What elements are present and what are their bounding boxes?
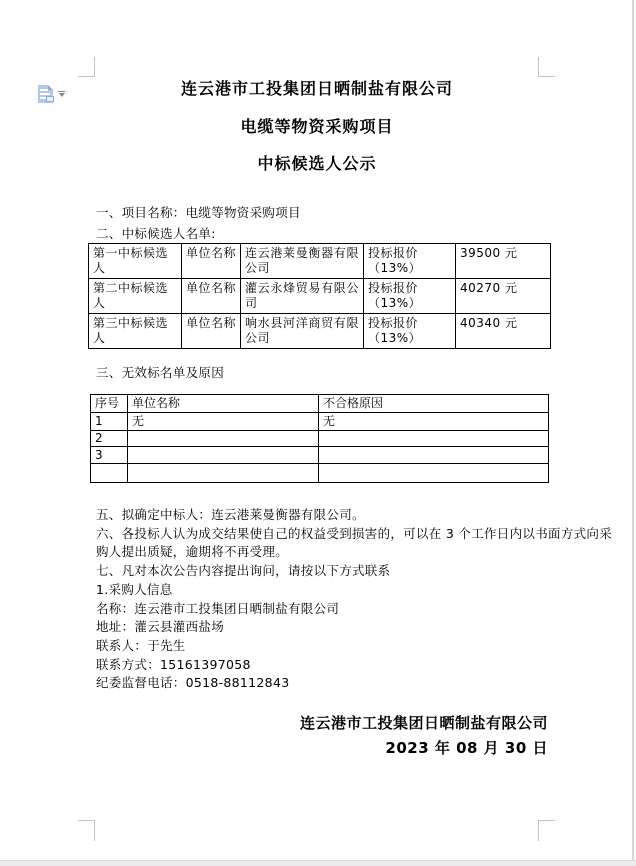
purchaser-phone: 联系方式：15161397058 [96,656,251,672]
margin-mark-top-right [538,57,555,77]
price-label: 投标报价（13%） [364,314,456,349]
doc-title-project: 电缆等物资采购项目 [240,117,394,136]
column-header: 单位名称 [128,395,319,413]
signature-date: 2023 年 08 月 30 日 [385,738,548,757]
invalid-bids-table [90,394,549,483]
reason-cell [319,431,549,447]
candidate-rank: 第三中标候选人 [89,314,182,349]
reason-cell: 无 [319,413,549,431]
unit-label: 单位名称 [182,314,241,349]
table-row [91,413,549,431]
unit-label: 单位名称 [182,244,241,279]
purchaser-supervision-phone: 纪委监督电话：0518-88112843 [96,675,290,691]
candidate-rank: 第一中标候选人 [89,244,182,279]
unit-name-cell [128,464,319,483]
row-index [91,464,128,483]
table-row [89,314,551,349]
price-value: 39500 元 [456,244,551,279]
table-row [89,279,551,314]
paste-options-icon [38,85,53,103]
purchaser-intro: 1.采购人信息 [96,581,173,597]
unit-name-cell: 无 [128,413,319,431]
row-index: 2 [91,431,128,447]
section-invalid-bids: 三、无效标名单及原因 [96,365,225,380]
table-header-row [91,395,549,413]
doc-title-announcement: 中标候选人公示 [257,154,377,173]
column-header: 不合格原因 [319,395,549,413]
candidate-rank: 第二中标候选人 [89,279,182,314]
row-index: 3 [91,447,128,464]
table-row [91,447,549,464]
unit-label: 单位名称 [182,279,241,314]
reason-cell [319,464,549,483]
price-value: 40270 元 [456,279,551,314]
purchaser-name: 名称：连云港市工投集团日晒制盐有限公司 [96,600,340,616]
section-winner: 五、拟确定中标人：连云港莱曼衡器有限公司。 [96,507,365,522]
unit-name-cell [128,447,319,464]
purchaser-address: 地址：灌云县灌西盐场 [96,619,225,635]
price-value: 40340 元 [456,314,551,349]
paste-options-button[interactable] [38,83,70,105]
window-bottom-strip [0,860,636,866]
section-objection-line1: 六、各投标人认为成交结果使自己的权益受到损害的，可以在 3 个工作日内以书面方式向采 [96,525,613,541]
company-name: 连云港莱曼衡器有限公司 [241,244,364,279]
section-objection-line2: 购人提出质疑，逾期将不再受理。 [96,544,289,560]
doc-title-company: 连云港市工投集团日晒制盐有限公司 [180,79,453,98]
row-index: 1 [91,413,128,431]
chevron-down-icon [58,91,65,97]
margin-mark-bottom-right [538,820,555,841]
margin-mark-bottom-left [78,820,95,841]
section-contact: 七、凡对本次公告内容提出询问，请按以下方式联系 [96,563,391,579]
margin-mark-top-left [78,57,95,77]
company-name: 灌云永烽贸易有限公司 [241,279,364,314]
candidates-table [88,243,551,349]
signature-block [300,711,548,760]
notice-block [96,506,613,693]
column-header: 序号 [91,395,128,413]
price-label: 投标报价（13%） [364,244,456,279]
price-label: 投标报价（13%） [364,279,456,314]
section-candidate-list: 二、中标候选人名单: [96,226,216,241]
window-right-edge [632,0,634,866]
unit-name-cell [128,431,319,447]
purchaser-contact: 联系人：于先生 [96,637,186,653]
table-row [91,431,549,447]
table-row [91,464,549,483]
signature-company: 连云港市工投集团日晒制盐有限公司 [299,714,548,732]
reason-cell [319,447,549,464]
section-project-name: 一、项目名称：电缆等物资采购项目 [96,205,301,220]
company-name: 响水县河洋商贸有限公司 [241,314,364,349]
table-row [89,244,551,279]
